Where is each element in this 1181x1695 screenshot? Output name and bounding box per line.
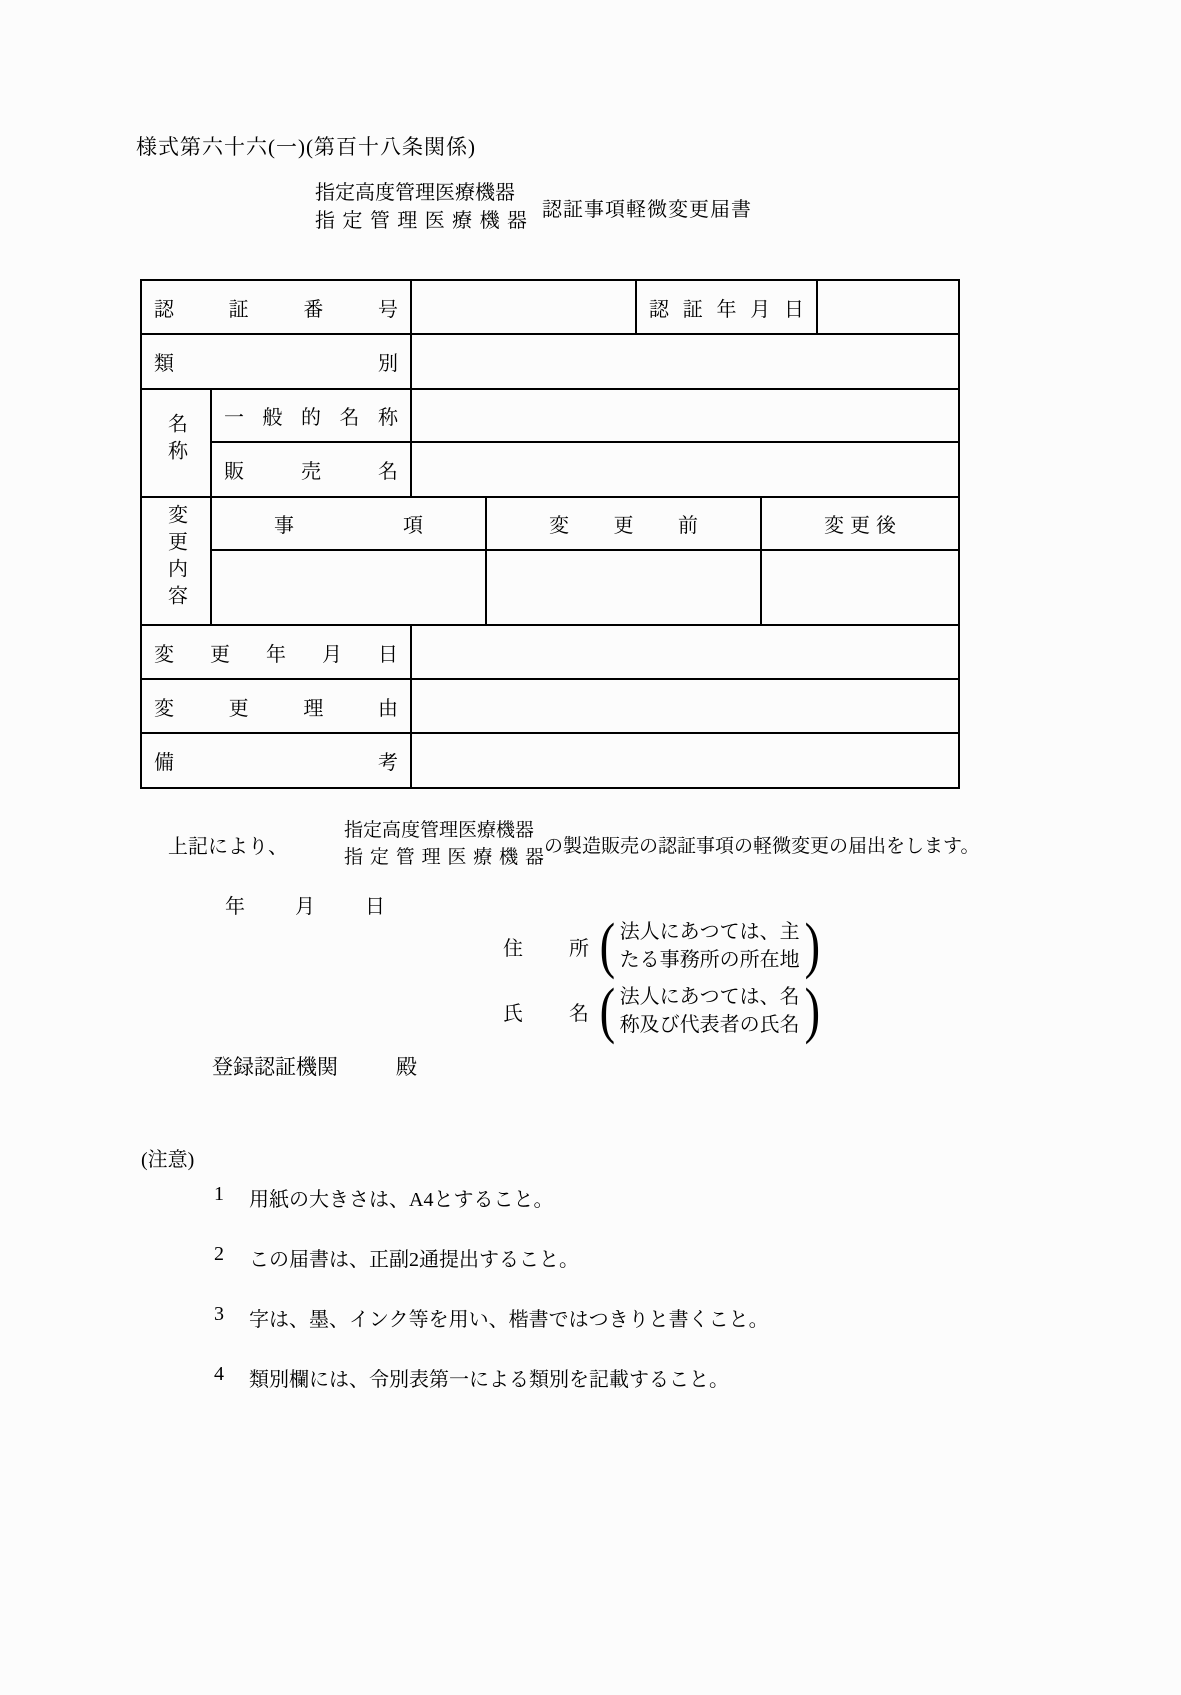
open-paren: ( [599, 912, 616, 980]
notes-list [214, 1183, 769, 1423]
note-item-3 [214, 1303, 769, 1332]
change-before-header: 変更前 [486, 497, 761, 550]
change-before-value-cell [486, 550, 761, 625]
close-paren: ) [804, 977, 820, 1045]
note-item-4 [214, 1363, 769, 1392]
category-label: 類別 [141, 334, 411, 389]
recipient-org: 登録認証機関 [212, 1055, 338, 1079]
cert-date-label: 認証年月日 [636, 280, 817, 334]
close-paren: ) [804, 912, 820, 980]
note-text: 類別欄には、令別表第一による類別を記載すること。 [249, 1369, 729, 1391]
recipient-honorific: 殿 [396, 1055, 417, 1079]
brand-name-value-cell [411, 442, 959, 497]
cert-number-value-cell [411, 280, 636, 334]
change-after-value-cell [761, 550, 959, 625]
note-item-1 [214, 1183, 769, 1212]
name-note-line2: 称及び代表者の氏名 [619, 1014, 800, 1036]
remarks-label: 備考 [141, 733, 411, 788]
category-value-cell [411, 334, 959, 389]
row-change-values [141, 550, 959, 625]
row-remarks [141, 733, 959, 788]
title-device-line2: 指定管理医療機器 [315, 210, 527, 232]
date-month-label: 月 [295, 896, 315, 918]
name-label: 氏名 [503, 1002, 589, 1025]
notes-heading: (注意) [141, 1149, 195, 1171]
note-number: 1 [214, 1183, 224, 1205]
change-reason-label: 変更理由 [141, 679, 411, 733]
declaration-line [168, 808, 979, 880]
declaration-suffix: の製造販売の認証事項の軽微変更の届出をします。 [544, 835, 980, 857]
change-item-header: 事項 [211, 497, 486, 550]
declaration-device-line1: 指定高度管理医療機器 [344, 820, 535, 841]
declaration-device-types [344, 817, 544, 871]
date-line [225, 890, 385, 919]
form-title [315, 179, 752, 235]
remarks-value-cell [411, 733, 959, 788]
name-note-line1: 法人にあつては、名 [619, 986, 800, 1008]
date-day-label: 日 [365, 896, 385, 918]
applicant-address-row [503, 913, 822, 979]
row-change-date [141, 625, 959, 679]
title-device-types [315, 179, 527, 235]
row-generic-name [141, 389, 959, 442]
declaration-device-line2: 指定管理医療機器 [344, 847, 544, 868]
note-text: 字は、墨、インク等を用い、楷書ではつきりと書くこと。 [249, 1309, 769, 1331]
row-change-reason [141, 679, 959, 733]
name-group-label: 名称 [141, 389, 211, 497]
date-year-label: 年 [225, 896, 245, 918]
form-title-text: 認証事項軽微変更届書 [542, 198, 752, 221]
note-number: 3 [214, 1303, 224, 1325]
note-item-2 [214, 1243, 769, 1272]
note-text: この届書は、正副2通提出すること。 [249, 1249, 579, 1271]
change-group-label: 変更内容 [141, 497, 211, 625]
note-number: 4 [214, 1363, 224, 1385]
brand-name-label: 販売名 [211, 442, 411, 497]
address-note-line2: たる事務所の所在地 [619, 949, 800, 971]
address-label: 住所 [503, 937, 589, 960]
title-device-line1: 指定高度管理医療機器 [315, 182, 515, 204]
cert-date-value-cell [817, 280, 959, 334]
row-category [141, 334, 959, 389]
declaration-prefix: 上記により、 [168, 835, 288, 858]
row-change-header [141, 497, 959, 550]
cert-number-label: 認証番号 [141, 280, 411, 334]
row-cert-number [141, 280, 959, 334]
recipient-line [212, 1051, 417, 1081]
applicant-name-row [503, 978, 822, 1044]
address-note [618, 918, 802, 974]
note-number: 2 [214, 1243, 224, 1265]
open-paren: ( [599, 977, 616, 1045]
change-item-value-cell [211, 550, 486, 625]
change-after-header: 変更後 [761, 497, 959, 550]
row-brand-name [141, 442, 959, 497]
form-number: 様式第六十六(一)(第百十八条関係) [136, 135, 476, 159]
change-date-value-cell [411, 625, 959, 679]
address-note-line1: 法人にあつては、主 [619, 921, 800, 943]
change-date-label: 変更年月日 [141, 625, 411, 679]
change-reason-value-cell [411, 679, 959, 733]
form-table [140, 279, 960, 789]
name-note [618, 983, 802, 1039]
note-text: 用紙の大きさは、A4とすること。 [249, 1189, 554, 1211]
generic-name-label: 一般的名称 [211, 389, 411, 442]
generic-name-value-cell [411, 389, 959, 442]
